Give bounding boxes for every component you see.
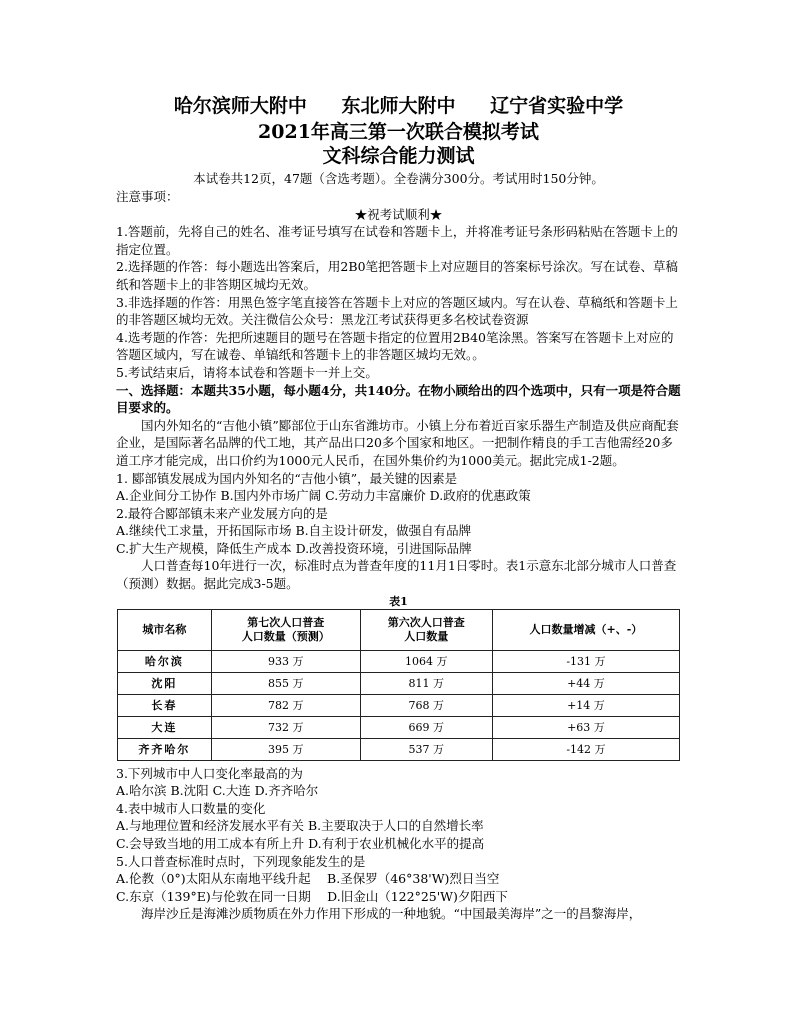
passage: 海岸沙丘是海滩沙质物质在外力作用下形成的一种地貌。“中国最美海岸”之一的昌黎海岸，	[141, 906, 642, 922]
notice-item: 4.选考题的作答：先把所速题目的题号在答题卡指定的位置用2B40笔涂黑。答案写在答题卡上对应的答题区域内，写在诚卷、单镐纸和答题卡上的非答题区城均无效。。	[116, 329, 674, 363]
table-header-cell: 人口数量增减（+、-）	[492, 609, 679, 650]
table-cell: 768 万	[360, 694, 492, 716]
exam-title: 2021年高三第一次联合模拟考试	[258, 121, 539, 143]
table-header-cell: 第七次人口普查 人口数量（预测）	[211, 609, 360, 650]
table-cell: 933 万	[211, 650, 360, 672]
table-cell: +14 万	[492, 694, 679, 716]
exam-intro: 本试卷共12页，47题（含选考题）。全卷满分300分。考试用时150分钟。	[193, 171, 604, 186]
table-cell: 大连	[118, 716, 212, 738]
question-options: A.哈尔滨 B.沈阳 C.大连 D.齐齐哈尔	[116, 783, 319, 799]
question-stem: 1. 郾部镇发展成为国内外知名的“吉他小镇”，最关键的因素是	[116, 470, 458, 486]
table-cell: +44 万	[492, 672, 679, 694]
population-table	[117, 609, 680, 761]
table-cell: +63 万	[492, 716, 679, 738]
question-options: C.东京（139°E)与伦敦在同一日期 D.旧金山（122°25'W)夕阳西下	[116, 888, 508, 904]
table-caption: 表1	[389, 594, 408, 608]
school-name: 哈尔滨师大附中	[173, 95, 307, 117]
passage: 人口普查每10年进行一次，标准时点为普查年度的11月1日零时。表1示意东北部分城市人口普查（预测）数据。据此完成3-5题。	[116, 558, 677, 592]
table-cell: -142 万	[492, 738, 679, 760]
school-name: 东北师大附中	[341, 95, 456, 117]
question-options: A.伦教（0°)太阳从东南地平线升起 B.圣保罗（46°38'W)烈日当空	[116, 871, 500, 887]
notice-item: 3.非选择题的作答：用黑色签字笔直接答在答题卡上对应的答题区域内。写在认卷、草稿纸和答题卡上的非答题区城均无效。关注微信公众号：黑龙江考试获得更多名校试卷资源	[116, 294, 678, 328]
table-row	[118, 672, 680, 694]
subject-title: 文科综合能力测试	[322, 145, 475, 167]
notice-heading: 注意事项：	[116, 189, 179, 204]
table-header-cell: 第六次人口普查 人口数量	[360, 609, 492, 650]
question-stem: 5.人口普查标准时点时，下列现象能发生的是	[116, 853, 366, 869]
section-heading: 一、选择题：本题共35小题，每小题4分，共140分。在物小顾给出的四个选项中，只有一项是符合题目要求的。	[116, 382, 681, 416]
notice-item: 5.考试结束后，请将本试卷和答题卡一并上交。	[116, 364, 378, 380]
school-name: 辽宁省实验中学	[490, 95, 624, 117]
question-options: A.企业间分工协作 B.国内外市场广阔 C.劳动力丰富廉价 D.政府的优惠政策	[116, 488, 531, 504]
table-cell: 811 万	[360, 672, 492, 694]
notice-item: 1.答题前，先将自己的姓名、准考证号填写在试卷和答题卡上，并将准考证号条形码粘贴在答题卡上的指定位置。	[116, 224, 678, 257]
table-cell: 669 万	[360, 716, 492, 738]
question-stem: 3.下列城市中人口变化率最高的为	[116, 765, 303, 781]
good-luck-line: ★祝考试顺利★	[354, 206, 443, 222]
school-names	[116, 92, 681, 120]
table-cell: 1064 万	[360, 650, 492, 672]
passage: 国内外知名的“吉他小镇”郾部位于山东省潍坊市。小镇上分布着近百家乐器生产制造及供应商配套企业，是国际著名品牌的代工地，其产品出口20多个国家和地区。一把制作精良的手工吉他需经20多道工序才能完成，出口价约为1000元人民币，在国外集价约为1000美元。据此完成1-2题。	[116, 417, 679, 468]
table-header-row	[118, 609, 680, 650]
table-cell: 732 万	[211, 716, 360, 738]
question-stem: 2.最符合郾部镇未来产业发展方向的是	[116, 505, 328, 521]
table-cell: 537 万	[360, 738, 492, 760]
exam-page	[116, 92, 681, 923]
table-cell: 782 万	[211, 694, 360, 716]
question-options: A.与地理位置和经济发展水平有关 B.主要取决于人口的自然增长率	[116, 818, 484, 834]
table-header-cell: 城市名称	[118, 609, 212, 650]
table-cell: 395 万	[211, 738, 360, 760]
question-options: A.继续代工求量，开拓国际市场 B.自主设计研发，做强自有品牌	[116, 523, 472, 539]
question-options: C.会导致当地的用工成本有所上升 D.有利于农业机械化水平的提高	[116, 836, 485, 852]
table-row	[118, 738, 680, 760]
table-row	[118, 694, 680, 716]
table-row	[118, 650, 680, 672]
table-cell: 哈尔滨	[118, 650, 212, 672]
table-row	[118, 716, 680, 738]
question-options: C.扩大生产规模，降低生产成本 D.改善投资环境，引进国际品牌	[116, 540, 472, 556]
notice-item: 2.选择题的作答：每小题选出答案后，用2B0笔把答题卡上对应题目的答案标号涂次。写在试卷、草稿纸和答题卡上的非答期区城均无效。	[116, 259, 679, 292]
table-cell: 855 万	[211, 672, 360, 694]
table-cell: -131 万	[492, 650, 679, 672]
table-cell: 长春	[118, 694, 212, 716]
table-cell: 沈阳	[118, 672, 212, 694]
table-cell: 齐齐哈尔	[118, 738, 212, 760]
question-stem: 4.表中城市人口数量的变化	[116, 800, 266, 816]
